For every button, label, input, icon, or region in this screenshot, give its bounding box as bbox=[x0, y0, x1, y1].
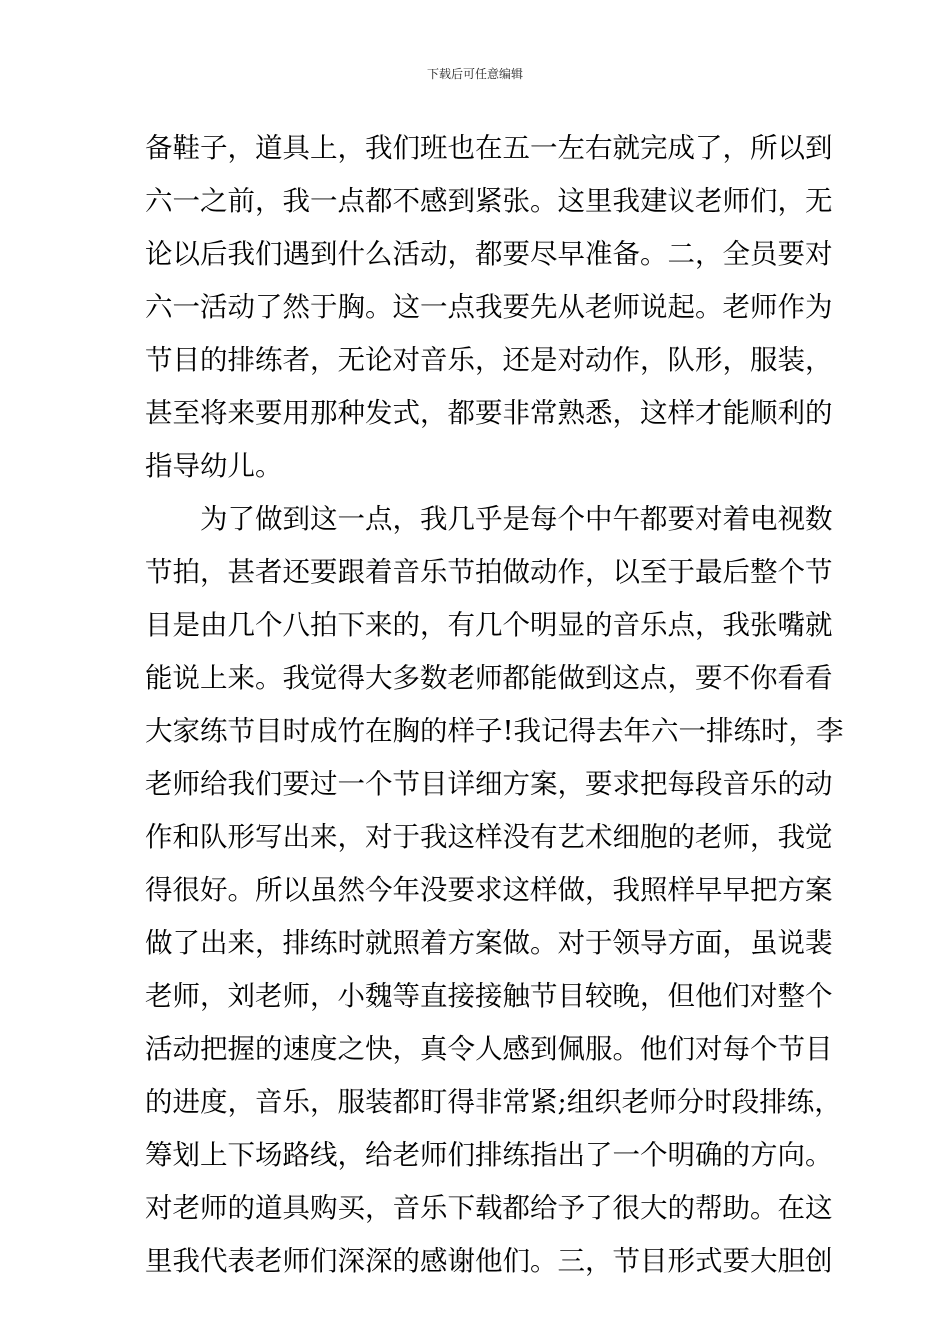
text-line: 得很好。所以虽然今年没要求这样做，我照样早早把方案 bbox=[145, 874, 833, 906]
text-line: 能说上来。我觉得大多数老师都能做到这点，要不你看看 bbox=[145, 662, 833, 694]
text-line: 节拍，甚者还要跟着音乐节拍做动作，以至于最后整个节 bbox=[145, 556, 833, 588]
text-line: 论以后我们遇到什么活动，都要尽早准备。二，全员要对 bbox=[145, 238, 833, 270]
text-line: 节目的排练者，无论对音乐，还是对动作，队形，服装， bbox=[145, 344, 833, 376]
text-line: 指导幼儿。 bbox=[145, 450, 283, 482]
text-line: 的进度，音乐，服装都盯得非常紧;组织老师分时段排练， bbox=[145, 1086, 842, 1118]
text-line: 活动把握的速度之快，真令人感到佩服。他们对每个节目 bbox=[145, 1033, 833, 1065]
text-line: 做了出来，排练时就照着方案做。对于领导方面，虽说裴 bbox=[145, 927, 833, 959]
text-line: 六一活动了然于胸。这一点我要先从老师说起。老师作为 bbox=[145, 291, 833, 323]
document-body bbox=[145, 122, 844, 1288]
text-line: 对老师的道具购买，音乐下载都给予了很大的帮助。在这 bbox=[145, 1192, 833, 1224]
text-line: 作和队形写出来，对于我这样没有艺术细胞的老师，我觉 bbox=[145, 821, 833, 853]
text-line: 里我代表老师们深深的感谢他们。三，节目形式要大胆创 bbox=[145, 1245, 833, 1277]
text-line: 筹划上下场路线，给老师们排练指出了一个明确的方向。 bbox=[145, 1139, 833, 1171]
paragraph-first-line: 为了做到这一点，我几乎是每个中午都要对着电视数 bbox=[145, 503, 833, 535]
text-line: 备鞋子，道具上，我们班也在五一左右就完成了，所以到 bbox=[145, 132, 833, 164]
text-line: 大家练节目时成竹在胸的样子!我记得去年六一排练时，李 bbox=[145, 715, 844, 747]
text-line: 六一之前，我一点都不感到紧张。这里我建议老师们，无 bbox=[145, 185, 833, 217]
text-line: 老师给我们要过一个节目详细方案，要求把每段音乐的动 bbox=[145, 768, 833, 800]
text-line: 甚至将来要用那种发式，都要非常熟悉，这样才能顺利的 bbox=[145, 397, 833, 429]
text-line: 目是由几个八拍下来的，有几个明显的音乐点，我张嘴就 bbox=[145, 609, 833, 641]
text-line: 老师，刘老师，小魏等直接接触节目较晚，但他们对整个 bbox=[145, 980, 833, 1012]
page-header-note: 下载后可任意编辑 bbox=[426, 67, 523, 81]
